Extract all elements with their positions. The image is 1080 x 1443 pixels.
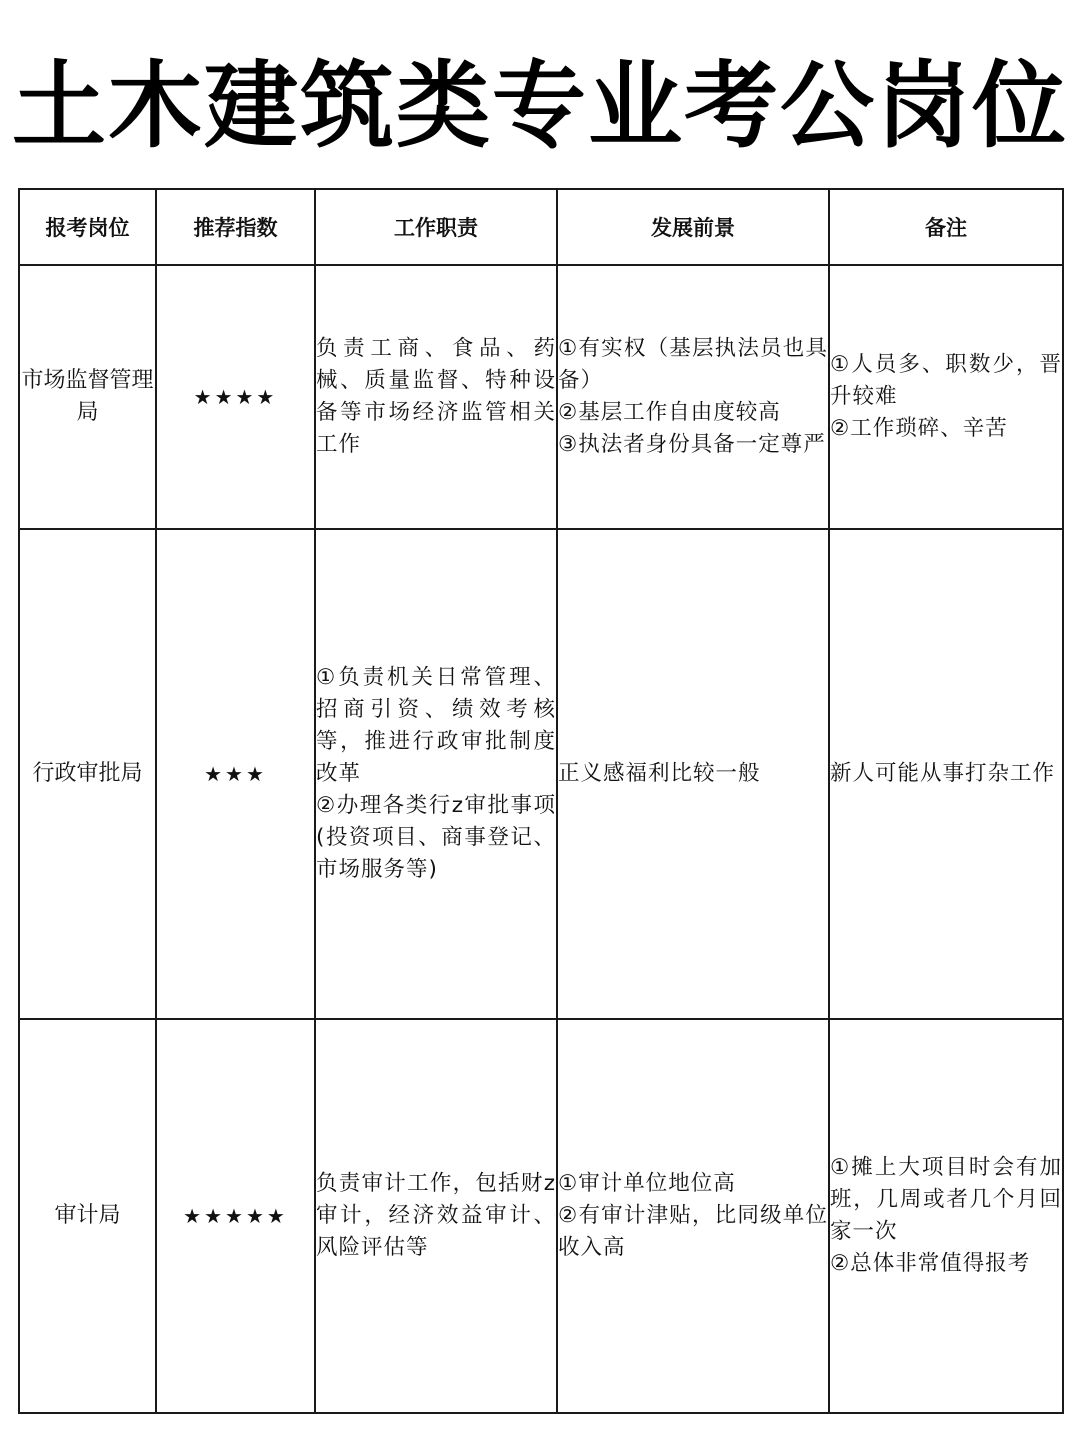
- header-duties: 工作职责: [315, 189, 557, 265]
- notes-text: ②工作琐碎、辛苦: [830, 416, 1008, 441]
- header-position: 报考岗位: [19, 189, 156, 265]
- duties-text: 负责审计工作，包括财z审计，经济效益审计、风险评估等: [316, 1171, 556, 1260]
- prospects-cell: [557, 265, 829, 529]
- duties-text: 负责工商、食品、药械、质量监督、特种设备等市场经济监管相关工作: [316, 336, 556, 457]
- duties-cell: [315, 265, 557, 529]
- prospects-cell: [557, 529, 829, 1019]
- position-cell: 行政审批局: [19, 529, 156, 1019]
- duties-cell: [315, 529, 557, 1019]
- notes-cell: [829, 1019, 1063, 1413]
- header-notes: 备注: [829, 189, 1063, 265]
- duties-text: ①负责机关日常管理、招商引资、绩效考核等，推进行政审批制度改革: [316, 665, 556, 786]
- prospects-text: ②有审计津贴，比同级单位收入高: [558, 1203, 828, 1260]
- table-row: [19, 529, 1063, 1019]
- prospects-text: ②基层工作自由度较高: [558, 400, 781, 425]
- duties-cell: [315, 1019, 557, 1413]
- duties-text: ②办理各类行z审批事项(投资项目、商事登记、市场服务等): [316, 793, 556, 882]
- notes-text: ①人员多、职数少，晋升较难: [830, 352, 1062, 409]
- position-cell: 审计局: [19, 1019, 156, 1413]
- header-prospects: 发展前景: [557, 189, 829, 265]
- prospects-text: ①审计单位地位高: [558, 1171, 736, 1196]
- table-row: [19, 265, 1063, 529]
- rating-stars: ★★★: [156, 529, 315, 1019]
- rating-stars: ★★★★★: [156, 1019, 315, 1413]
- notes-text: ②总体非常值得报考: [830, 1251, 1031, 1276]
- notes-cell: [829, 529, 1063, 1019]
- header-recommendation: 推荐指数: [156, 189, 315, 265]
- notes-cell: [829, 265, 1063, 529]
- prospects-text: 正义感福利比较一般: [558, 761, 761, 786]
- prospects-text: ③执法者身份具备一定尊严: [558, 432, 826, 457]
- page-title: 土木建筑类专业考公岗位: [11, 52, 1068, 161]
- notes-text: ①摊上大项目时会有加班，几周或者几个月回家一次: [830, 1155, 1062, 1244]
- job-table: [18, 188, 1064, 1414]
- table-header-row: [19, 189, 1063, 265]
- prospects-cell: [557, 1019, 829, 1413]
- position-cell: 市场监督管理局: [19, 265, 156, 529]
- rating-stars: ★★★★: [156, 265, 315, 529]
- notes-text: 新人可能从事打杂工作: [830, 761, 1056, 786]
- table-row: [19, 1019, 1063, 1413]
- prospects-text: ①有实权（基层执法员也具备）: [558, 336, 828, 393]
